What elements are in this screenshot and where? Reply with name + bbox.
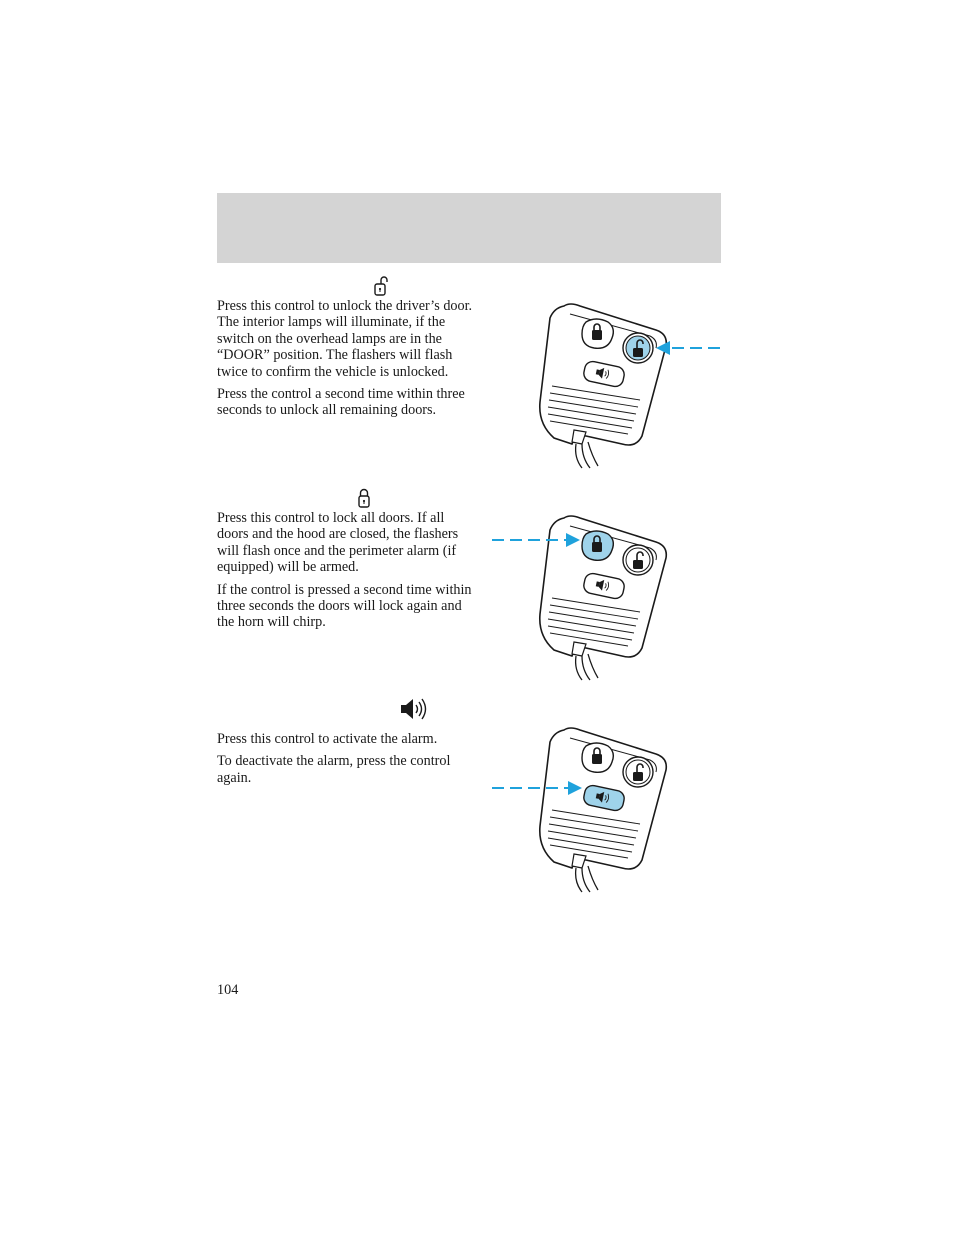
remote-fob-illustration-unlock: [490, 298, 722, 470]
fob-lock-button-highlighted: [582, 531, 613, 560]
arrow-pointer: [492, 533, 580, 547]
unlock-paragraph-2: Press the control a second time within three seconds to unlock all remaining doors.: [217, 386, 465, 419]
panic-paragraph-1: Press this control to activate the alarm.: [217, 731, 438, 747]
panic-section: [217, 697, 479, 792]
speaker-icon: [400, 697, 428, 721]
lock-section: [217, 488, 479, 637]
panic-heading: [217, 697, 479, 731]
header-band: [217, 193, 721, 263]
unlock-paragraph-1: Press this control to unlock the driver’s door. The interior lamps will illuminate, if the switch on the overhead lamps are in the “DOOR” position. The flashers will flash twice to confirm the vehicle is unlocked.: [217, 298, 473, 380]
lock-paragraph-2: If the control is pressed a second time within three seconds the doors will lock again and the horn will chirp.: [217, 581, 472, 631]
fob-lock-button: [582, 743, 613, 772]
lock-heading: [217, 488, 479, 510]
fob-unlock-button-highlighted: [623, 333, 653, 363]
fob-unlock-button: [623, 757, 653, 787]
remote-fob-illustration-lock: [490, 510, 722, 682]
lock-icon: [357, 488, 371, 510]
unlock-section: [217, 276, 479, 425]
arrow-pointer: [492, 781, 582, 795]
fob-lock-button: [582, 319, 613, 348]
unlock-icon: [373, 276, 389, 298]
fob-unlock-button: [623, 545, 653, 575]
page-number: 104: [217, 982, 239, 998]
unlock-heading: [217, 276, 479, 298]
lock-paragraph-1: Press this control to lock all doors. If all doors and the hood are closed, the flashers will flash once and the perimeter alarm (if equipped) will be armed.: [217, 510, 459, 576]
panic-paragraph-2: To deactivate the alarm, press the control again.: [217, 753, 451, 786]
remote-fob-illustration-panic: [490, 722, 722, 894]
